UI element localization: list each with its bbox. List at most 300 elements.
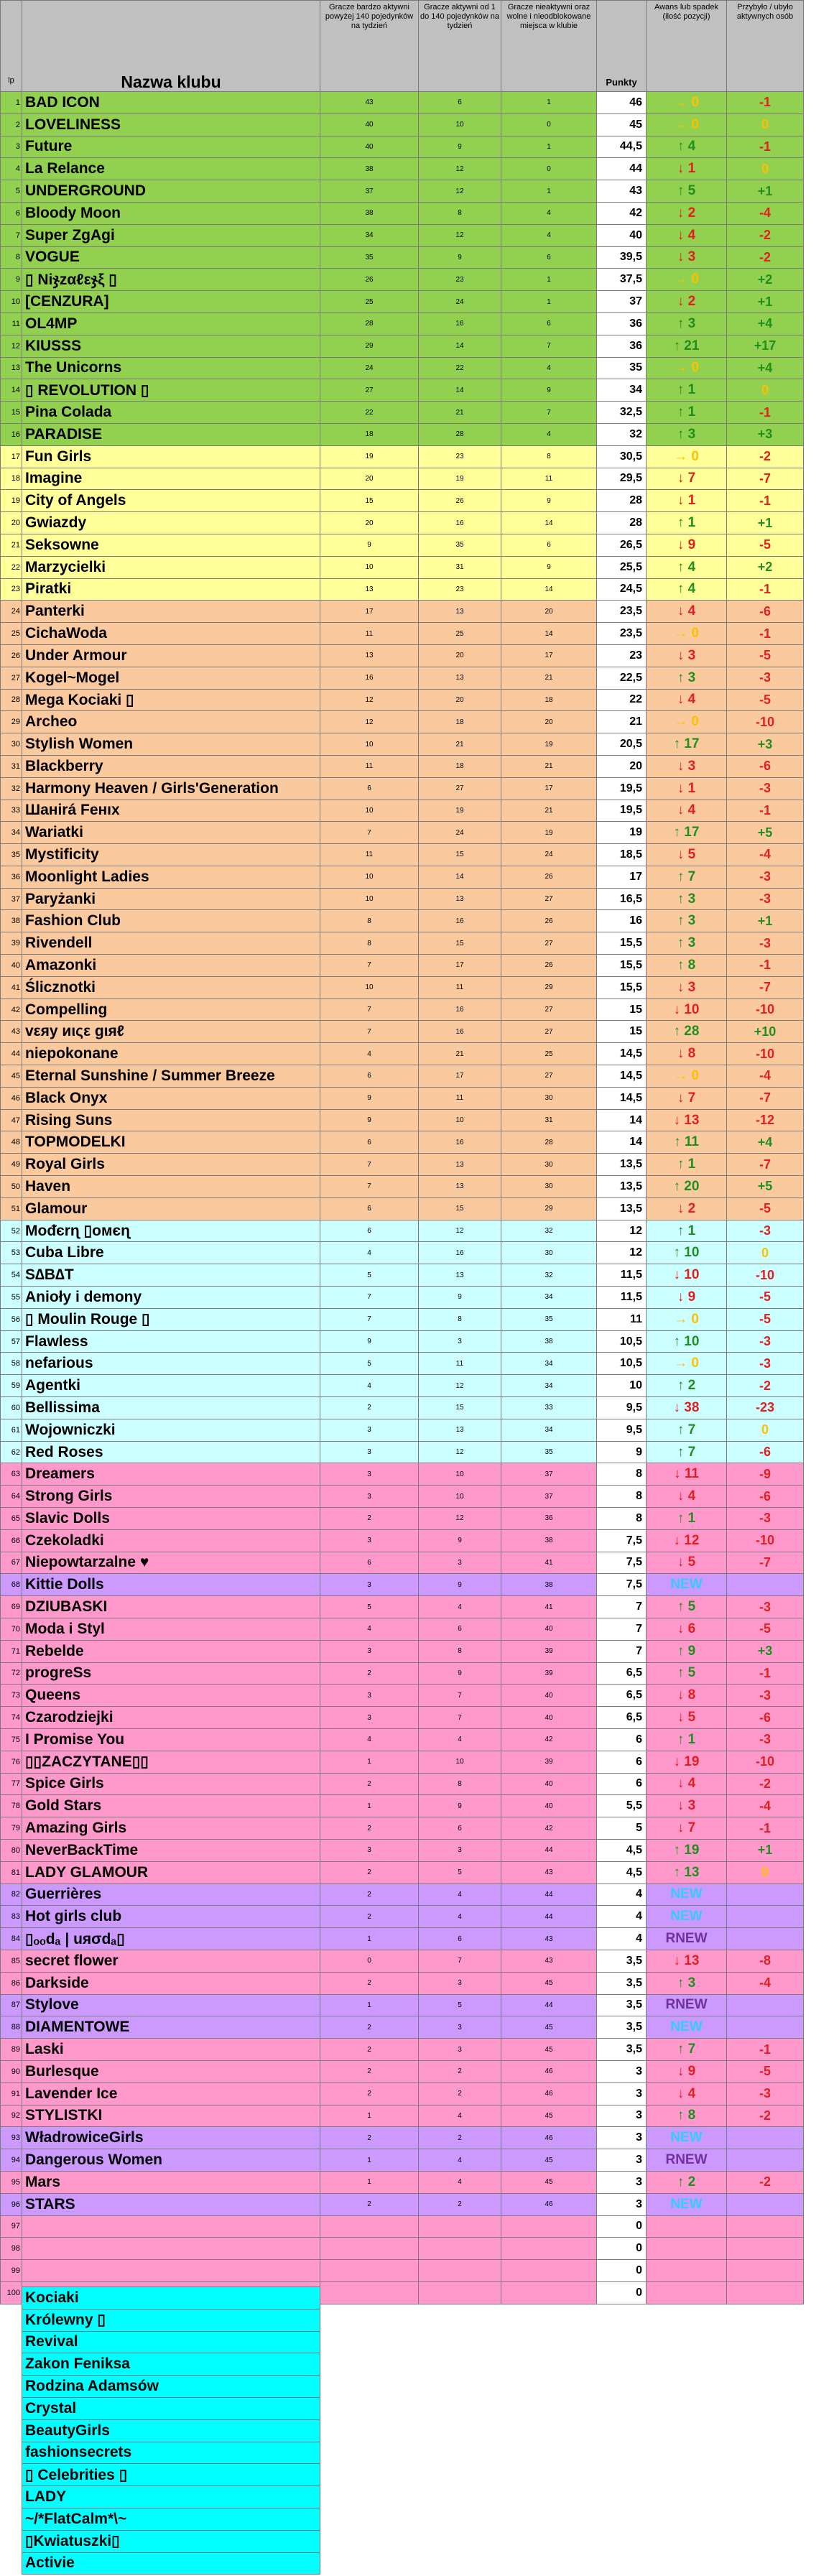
inactive-count: 40 <box>501 1773 597 1795</box>
rank-cell: 48 <box>1 1131 22 1154</box>
position-change: ↑ 9 <box>647 1640 727 1662</box>
inactive-count: 38 <box>501 1529 597 1552</box>
points: 20 <box>597 755 647 777</box>
inactive-count: 9 <box>501 379 597 402</box>
very-active-count: 7 <box>320 955 419 977</box>
active-diff: -3 <box>727 1685 804 1707</box>
position-change: ↓ 4 <box>647 1486 727 1508</box>
position-change: ↑ 4 <box>647 578 727 601</box>
list-item <box>22 2442 320 2464</box>
active-count: 12 <box>419 180 501 203</box>
position-change: ↑ 28 <box>647 1021 727 1043</box>
position-change: ↓ 2 <box>647 291 727 313</box>
header-active-diff: Przybyło / ubyło aktywnych osób <box>727 1 804 92</box>
very-active-count: 2 <box>320 1508 419 1530</box>
inactive-count: 40 <box>501 1795 597 1817</box>
points: 32 <box>597 423 647 445</box>
table-row <box>1 224 804 246</box>
inactive-count: 4 <box>501 224 597 246</box>
active-count: 4 <box>419 1906 501 1928</box>
points: 36 <box>597 312 647 335</box>
very-active-count: 2 <box>320 2127 419 2149</box>
rank-cell: 22 <box>1 556 22 578</box>
very-active-count: 2 <box>320 1861 419 1884</box>
active-diff: +3 <box>727 733 804 756</box>
rank-cell: 83 <box>1 1906 22 1928</box>
points: 11 <box>597 1308 647 1330</box>
points: 3,5 <box>597 1972 647 1994</box>
rank-cell: 95 <box>1 2171 22 2193</box>
very-active-count: 7 <box>320 1176 419 1198</box>
rank-cell: 50 <box>1 1176 22 1198</box>
table-row <box>1 269 804 291</box>
table-row <box>1 158 804 180</box>
active-count: 20 <box>419 644 501 667</box>
active-count: 22 <box>419 357 501 379</box>
inactive-count: 14 <box>501 512 597 534</box>
inactive-count: 44 <box>501 1994 597 2016</box>
points: 5 <box>597 1817 647 1840</box>
inactive-count: 39 <box>501 1662 597 1685</box>
points: 3,5 <box>597 2039 647 2061</box>
table-row <box>1 1087 804 1109</box>
points: 40 <box>597 224 647 246</box>
rank-cell: 28 <box>1 689 22 711</box>
active-count: 10 <box>419 1486 501 1508</box>
position-change: ↓ 1 <box>647 777 727 800</box>
very-active-count: 11 <box>320 755 419 777</box>
very-active-count: 6 <box>320 777 419 800</box>
points: 0 <box>597 2281 647 2304</box>
club-name: Rivendell <box>22 932 320 955</box>
position-change: ↓ 6 <box>647 1618 727 1640</box>
inactive-count: 18 <box>501 689 597 711</box>
active-diff: +17 <box>727 335 804 357</box>
club-name: STARS <box>22 2193 320 2215</box>
table-row <box>1 1419 804 1441</box>
active-count: 15 <box>419 1197 501 1220</box>
points: 3,5 <box>597 1950 647 1972</box>
active-count: 12 <box>419 1441 501 1463</box>
position-change: ↓ 3 <box>647 1795 727 1817</box>
active-diff: -2 <box>727 224 804 246</box>
points: 3 <box>597 2171 647 2193</box>
active-diff: -23 <box>727 1397 804 1419</box>
active-diff: +3 <box>727 1640 804 1662</box>
points: 44 <box>597 158 647 180</box>
position-change: → 0 <box>647 92 727 114</box>
table-row <box>1 423 804 445</box>
active-diff: -3 <box>727 1220 804 1242</box>
position-change: ↓ 13 <box>647 1950 727 1972</box>
rank-cell: 76 <box>1 1751 22 1773</box>
table-row <box>1 113 804 136</box>
club-name: Bloody Moon <box>22 202 320 224</box>
rank-cell: 6 <box>1 202 22 224</box>
inactive-count: 19 <box>501 733 597 756</box>
table-row <box>1 623 804 645</box>
position-change: ↓ 5 <box>647 844 727 866</box>
rank-cell: 4 <box>1 158 22 180</box>
active-count: 11 <box>419 976 501 999</box>
rank-cell: 31 <box>1 755 22 777</box>
active-count: 16 <box>419 1242 501 1264</box>
active-count: 19 <box>419 800 501 822</box>
rank-cell: 72 <box>1 1662 22 1685</box>
points: 4 <box>597 1928 647 1950</box>
position-change: ↓ 38 <box>647 1397 727 1419</box>
rank-cell: 58 <box>1 1353 22 1375</box>
very-active-count: 4 <box>320 1618 419 1640</box>
very-active-count: 2 <box>320 1662 419 1685</box>
club-name: Stylish Women <box>22 733 320 756</box>
inactive-count: 6 <box>501 246 597 269</box>
inactive-count: 9 <box>501 490 597 512</box>
active-count: 17 <box>419 1065 501 1088</box>
points: 32,5 <box>597 402 647 424</box>
active-diff: -1 <box>727 402 804 424</box>
active-count: 4 <box>419 2149 501 2172</box>
table-row <box>1 976 804 999</box>
club-name: The Unicorns <box>22 357 320 379</box>
active-count: 9 <box>419 1574 501 1596</box>
active-diff: -3 <box>727 1596 804 1618</box>
inactive-count: 24 <box>501 844 597 866</box>
table-row <box>1 1264 804 1287</box>
active-diff: -2 <box>727 2171 804 2193</box>
points: 10,5 <box>597 1353 647 1375</box>
points: 14,5 <box>597 1043 647 1065</box>
position-change: ↑ 1 <box>647 1220 727 1242</box>
active-diff: 0 <box>727 1242 804 1264</box>
position-change: ↑ 1 <box>647 1728 727 1751</box>
table-row <box>1 1109 804 1131</box>
rank-cell: 61 <box>1 1419 22 1441</box>
points: 7,5 <box>597 1574 647 1596</box>
position-change: ↑ 13 <box>647 1861 727 1884</box>
points: 14 <box>597 1109 647 1131</box>
inactive-count: 27 <box>501 1021 597 1043</box>
position-change: RNEW <box>647 1928 727 1950</box>
active-diff: -9 <box>727 1463 804 1486</box>
list-item <box>22 2508 320 2530</box>
club-name: City of Angels <box>22 490 320 512</box>
rank-cell: 59 <box>1 1375 22 1397</box>
active-count: 10 <box>419 1751 501 1773</box>
position-change: → 0 <box>647 623 727 645</box>
club-name: Guerrières <box>22 1884 320 1906</box>
rank-cell: 63 <box>1 1463 22 1486</box>
very-active-count: 6 <box>320 1552 419 1574</box>
active-count: 9 <box>419 1795 501 1817</box>
points: 37 <box>597 291 647 313</box>
points: 10 <box>597 1375 647 1397</box>
table-row <box>1 1220 804 1242</box>
inactive-count: 33 <box>501 1397 597 1419</box>
points: 3 <box>597 2193 647 2215</box>
points: 12 <box>597 1242 647 1264</box>
inactive-count: 1 <box>501 180 597 203</box>
inactive-count: 8 <box>501 445 597 468</box>
active-count: 13 <box>419 1176 501 1198</box>
inactive-count: 17 <box>501 644 597 667</box>
rank-cell: 3 <box>1 136 22 158</box>
club-name: La Relance <box>22 158 320 180</box>
active-count: 11 <box>419 1353 501 1375</box>
points: 19,5 <box>597 800 647 822</box>
points: 7 <box>597 1618 647 1640</box>
rank-cell: 57 <box>1 1330 22 1353</box>
club-name: Paryżanki <box>22 888 320 910</box>
inactive-count: 40 <box>501 1685 597 1707</box>
active-count: 4 <box>419 1596 501 1618</box>
table-row <box>1 2238 804 2260</box>
table-row <box>1 1375 804 1397</box>
rank-cell: 67 <box>1 1552 22 1574</box>
rank-cell: 71 <box>1 1640 22 1662</box>
inactive-count: 39 <box>501 1640 597 1662</box>
rank-cell: 64 <box>1 1486 22 1508</box>
club-name: Dangerous Women <box>22 2149 320 2172</box>
header-active: Gracze aktywni od 1 do 140 pojedynków na tydzień <box>419 1 501 92</box>
active-diff <box>727 1884 804 1906</box>
rank-cell: 23 <box>1 578 22 601</box>
rank-cell: 85 <box>1 1950 22 1972</box>
club-name: LOVELINESS <box>22 113 320 136</box>
points: 15,5 <box>597 955 647 977</box>
very-active-count: 9 <box>320 1087 419 1109</box>
club-name: Red Roses <box>22 1441 320 1463</box>
active-diff: +5 <box>727 822 804 844</box>
club-name: Cuba Libre <box>22 1242 320 1264</box>
table-row <box>1 822 804 844</box>
rank-cell: 56 <box>1 1308 22 1330</box>
position-change: ↓ 8 <box>647 1043 727 1065</box>
table-row <box>1 1529 804 1552</box>
position-change: ↓ 4 <box>647 1773 727 1795</box>
club-name: TOPMODELKI <box>22 1131 320 1154</box>
position-change: ↑ 7 <box>647 1419 727 1441</box>
position-change: ↓ 3 <box>647 246 727 269</box>
active-count: 2 <box>419 2127 501 2149</box>
club-name: Amazing Girls <box>22 1817 320 1840</box>
inactive-count: 30 <box>501 1242 597 1264</box>
inactive-count: 25 <box>501 1043 597 1065</box>
active-diff: 0 <box>727 158 804 180</box>
active-diff: -4 <box>727 1065 804 1088</box>
inactive-count: 30 <box>501 1176 597 1198</box>
rank-cell: 17 <box>1 445 22 468</box>
inactive-count: 1 <box>501 291 597 313</box>
club-name: CichaWoda <box>22 623 320 645</box>
position-change: ↑ 20 <box>647 1176 727 1198</box>
table-row <box>1 2060 804 2082</box>
inactive-count: 11 <box>501 468 597 490</box>
club-name: Fashion Club <box>22 910 320 932</box>
very-active-count: 3 <box>320 1839 419 1861</box>
position-change: → 0 <box>647 445 727 468</box>
position-change: ↓ 4 <box>647 224 727 246</box>
table-row <box>1 312 804 335</box>
pending-club-name: Crystal <box>22 2397 320 2419</box>
rank-cell: 82 <box>1 1884 22 1906</box>
position-change: ↑ 5 <box>647 180 727 203</box>
club-name: Strong Girls <box>22 1486 320 1508</box>
club-name: Fun Girls <box>22 445 320 468</box>
table-row <box>1 1197 804 1220</box>
inactive-count: 37 <box>501 1486 597 1508</box>
active-count: 23 <box>419 578 501 601</box>
active-diff: -3 <box>727 1728 804 1751</box>
active-diff: 0 <box>727 1419 804 1441</box>
rank-cell: 62 <box>1 1441 22 1463</box>
position-change: ↑ 4 <box>647 136 727 158</box>
inactive-count: 27 <box>501 888 597 910</box>
header-lp: lp <box>1 1 22 92</box>
active-count: 24 <box>419 822 501 844</box>
active-count: 6 <box>419 1817 501 1840</box>
position-change: ↓ 7 <box>647 468 727 490</box>
inactive-count <box>501 2281 597 2304</box>
active-count <box>419 2260 501 2282</box>
position-change: ↓ 12 <box>647 1529 727 1552</box>
active-diff <box>727 2238 804 2260</box>
position-change: ↑ 1 <box>647 1154 727 1176</box>
inactive-count: 44 <box>501 1839 597 1861</box>
rank-cell: 27 <box>1 667 22 689</box>
rank-cell: 46 <box>1 1087 22 1109</box>
rank-cell: 68 <box>1 1574 22 1596</box>
very-active-count <box>320 2215 419 2238</box>
rank-cell: 47 <box>1 1109 22 1131</box>
active-diff: -4 <box>727 1795 804 1817</box>
position-change: → 0 <box>647 113 727 136</box>
rank-cell: 100 <box>1 2281 22 2304</box>
active-diff: -10 <box>727 999 804 1021</box>
inactive-count: 45 <box>501 2149 597 2172</box>
header-row <box>1 1 804 92</box>
active-count: 4 <box>419 2105 501 2127</box>
table-row <box>1 1662 804 1685</box>
table-row <box>1 534 804 556</box>
active-count: 16 <box>419 1021 501 1043</box>
position-change: ↓ 1 <box>647 158 727 180</box>
position-change: ↓ 8 <box>647 1685 727 1707</box>
rank-cell: 18 <box>1 468 22 490</box>
active-diff: +1 <box>727 910 804 932</box>
points: 15 <box>597 999 647 1021</box>
club-name: Queens <box>22 1685 320 1707</box>
active-count: 23 <box>419 445 501 468</box>
active-count: 9 <box>419 1529 501 1552</box>
pending-club-name: ▯Kwiatuszki▯ <box>22 2530 320 2552</box>
very-active-count: 2 <box>320 1397 419 1419</box>
points: 45 <box>597 113 647 136</box>
active-count: 7 <box>419 1707 501 1729</box>
inactive-count: 35 <box>501 1308 597 1330</box>
active-count: 3 <box>419 1552 501 1574</box>
pending-club-name: Revival <box>22 2331 320 2353</box>
position-change: NEW <box>647 1906 727 1928</box>
active-count: 15 <box>419 932 501 955</box>
rank-cell: 73 <box>1 1685 22 1707</box>
active-count: 16 <box>419 1131 501 1154</box>
very-active-count: 1 <box>320 1928 419 1950</box>
club-name: Czekoladki <box>22 1529 320 1552</box>
table-row <box>1 1486 804 1508</box>
active-diff: -4 <box>727 844 804 866</box>
rank-cell: 14 <box>1 379 22 402</box>
very-active-count: 17 <box>320 601 419 623</box>
table-row <box>1 1994 804 2016</box>
inactive-count: 43 <box>501 1928 597 1950</box>
rank-cell: 37 <box>1 888 22 910</box>
header-very-active: Gracze bardzo aktywni powyżej 140 pojedynków na tydzień <box>320 1 419 92</box>
very-active-count: 10 <box>320 976 419 999</box>
very-active-count: 3 <box>320 1529 419 1552</box>
inactive-count: 36 <box>501 1508 597 1530</box>
points: 28 <box>597 512 647 534</box>
active-count: 6 <box>419 1618 501 1640</box>
very-active-count: 3 <box>320 1486 419 1508</box>
active-count <box>419 2215 501 2238</box>
active-diff: -5 <box>727 644 804 667</box>
inactive-count: 21 <box>501 800 597 822</box>
inactive-count: 41 <box>501 1596 597 1618</box>
inactive-count: 46 <box>501 2060 597 2082</box>
table-row <box>1 1707 804 1729</box>
points: 15 <box>597 1021 647 1043</box>
club-name: DIAMENTOWE <box>22 2016 320 2039</box>
active-count: 9 <box>419 136 501 158</box>
table-row <box>1 866 804 888</box>
rank-cell: 98 <box>1 2238 22 2260</box>
position-change: ↓ 5 <box>647 1707 727 1729</box>
table-row <box>1 1308 804 1330</box>
active-count: 3 <box>419 1330 501 1353</box>
position-change: → 0 <box>647 357 727 379</box>
points: 43 <box>597 180 647 203</box>
table-row <box>1 1353 804 1375</box>
active-count: 17 <box>419 955 501 977</box>
active-diff: +1 <box>727 180 804 203</box>
very-active-count: 2 <box>320 1817 419 1840</box>
points: 25,5 <box>597 556 647 578</box>
club-name: Blackberry <box>22 755 320 777</box>
inactive-count: 27 <box>501 999 597 1021</box>
very-active-count: 7 <box>320 999 419 1021</box>
inactive-count: 32 <box>501 1220 597 1242</box>
position-change: NEW <box>647 1574 727 1596</box>
club-name: Moonlight Ladies <box>22 866 320 888</box>
active-count: 5 <box>419 1861 501 1884</box>
position-change: ↑ 7 <box>647 2039 727 2061</box>
table-row <box>1 1154 804 1176</box>
active-count: 4 <box>419 2171 501 2193</box>
club-name: Under Armour <box>22 644 320 667</box>
very-active-count: 38 <box>320 158 419 180</box>
very-active-count: 19 <box>320 445 419 468</box>
club-name: Moda i Styl <box>22 1618 320 1640</box>
ranking-rows <box>1 92 804 2304</box>
rank-cell: 54 <box>1 1264 22 1287</box>
points: 29,5 <box>597 468 647 490</box>
club-name: Wojowniczki <box>22 1419 320 1441</box>
table-row <box>1 92 804 114</box>
points: 8 <box>597 1486 647 1508</box>
active-count: 9 <box>419 1287 501 1309</box>
inactive-count: 31 <box>501 1109 597 1131</box>
